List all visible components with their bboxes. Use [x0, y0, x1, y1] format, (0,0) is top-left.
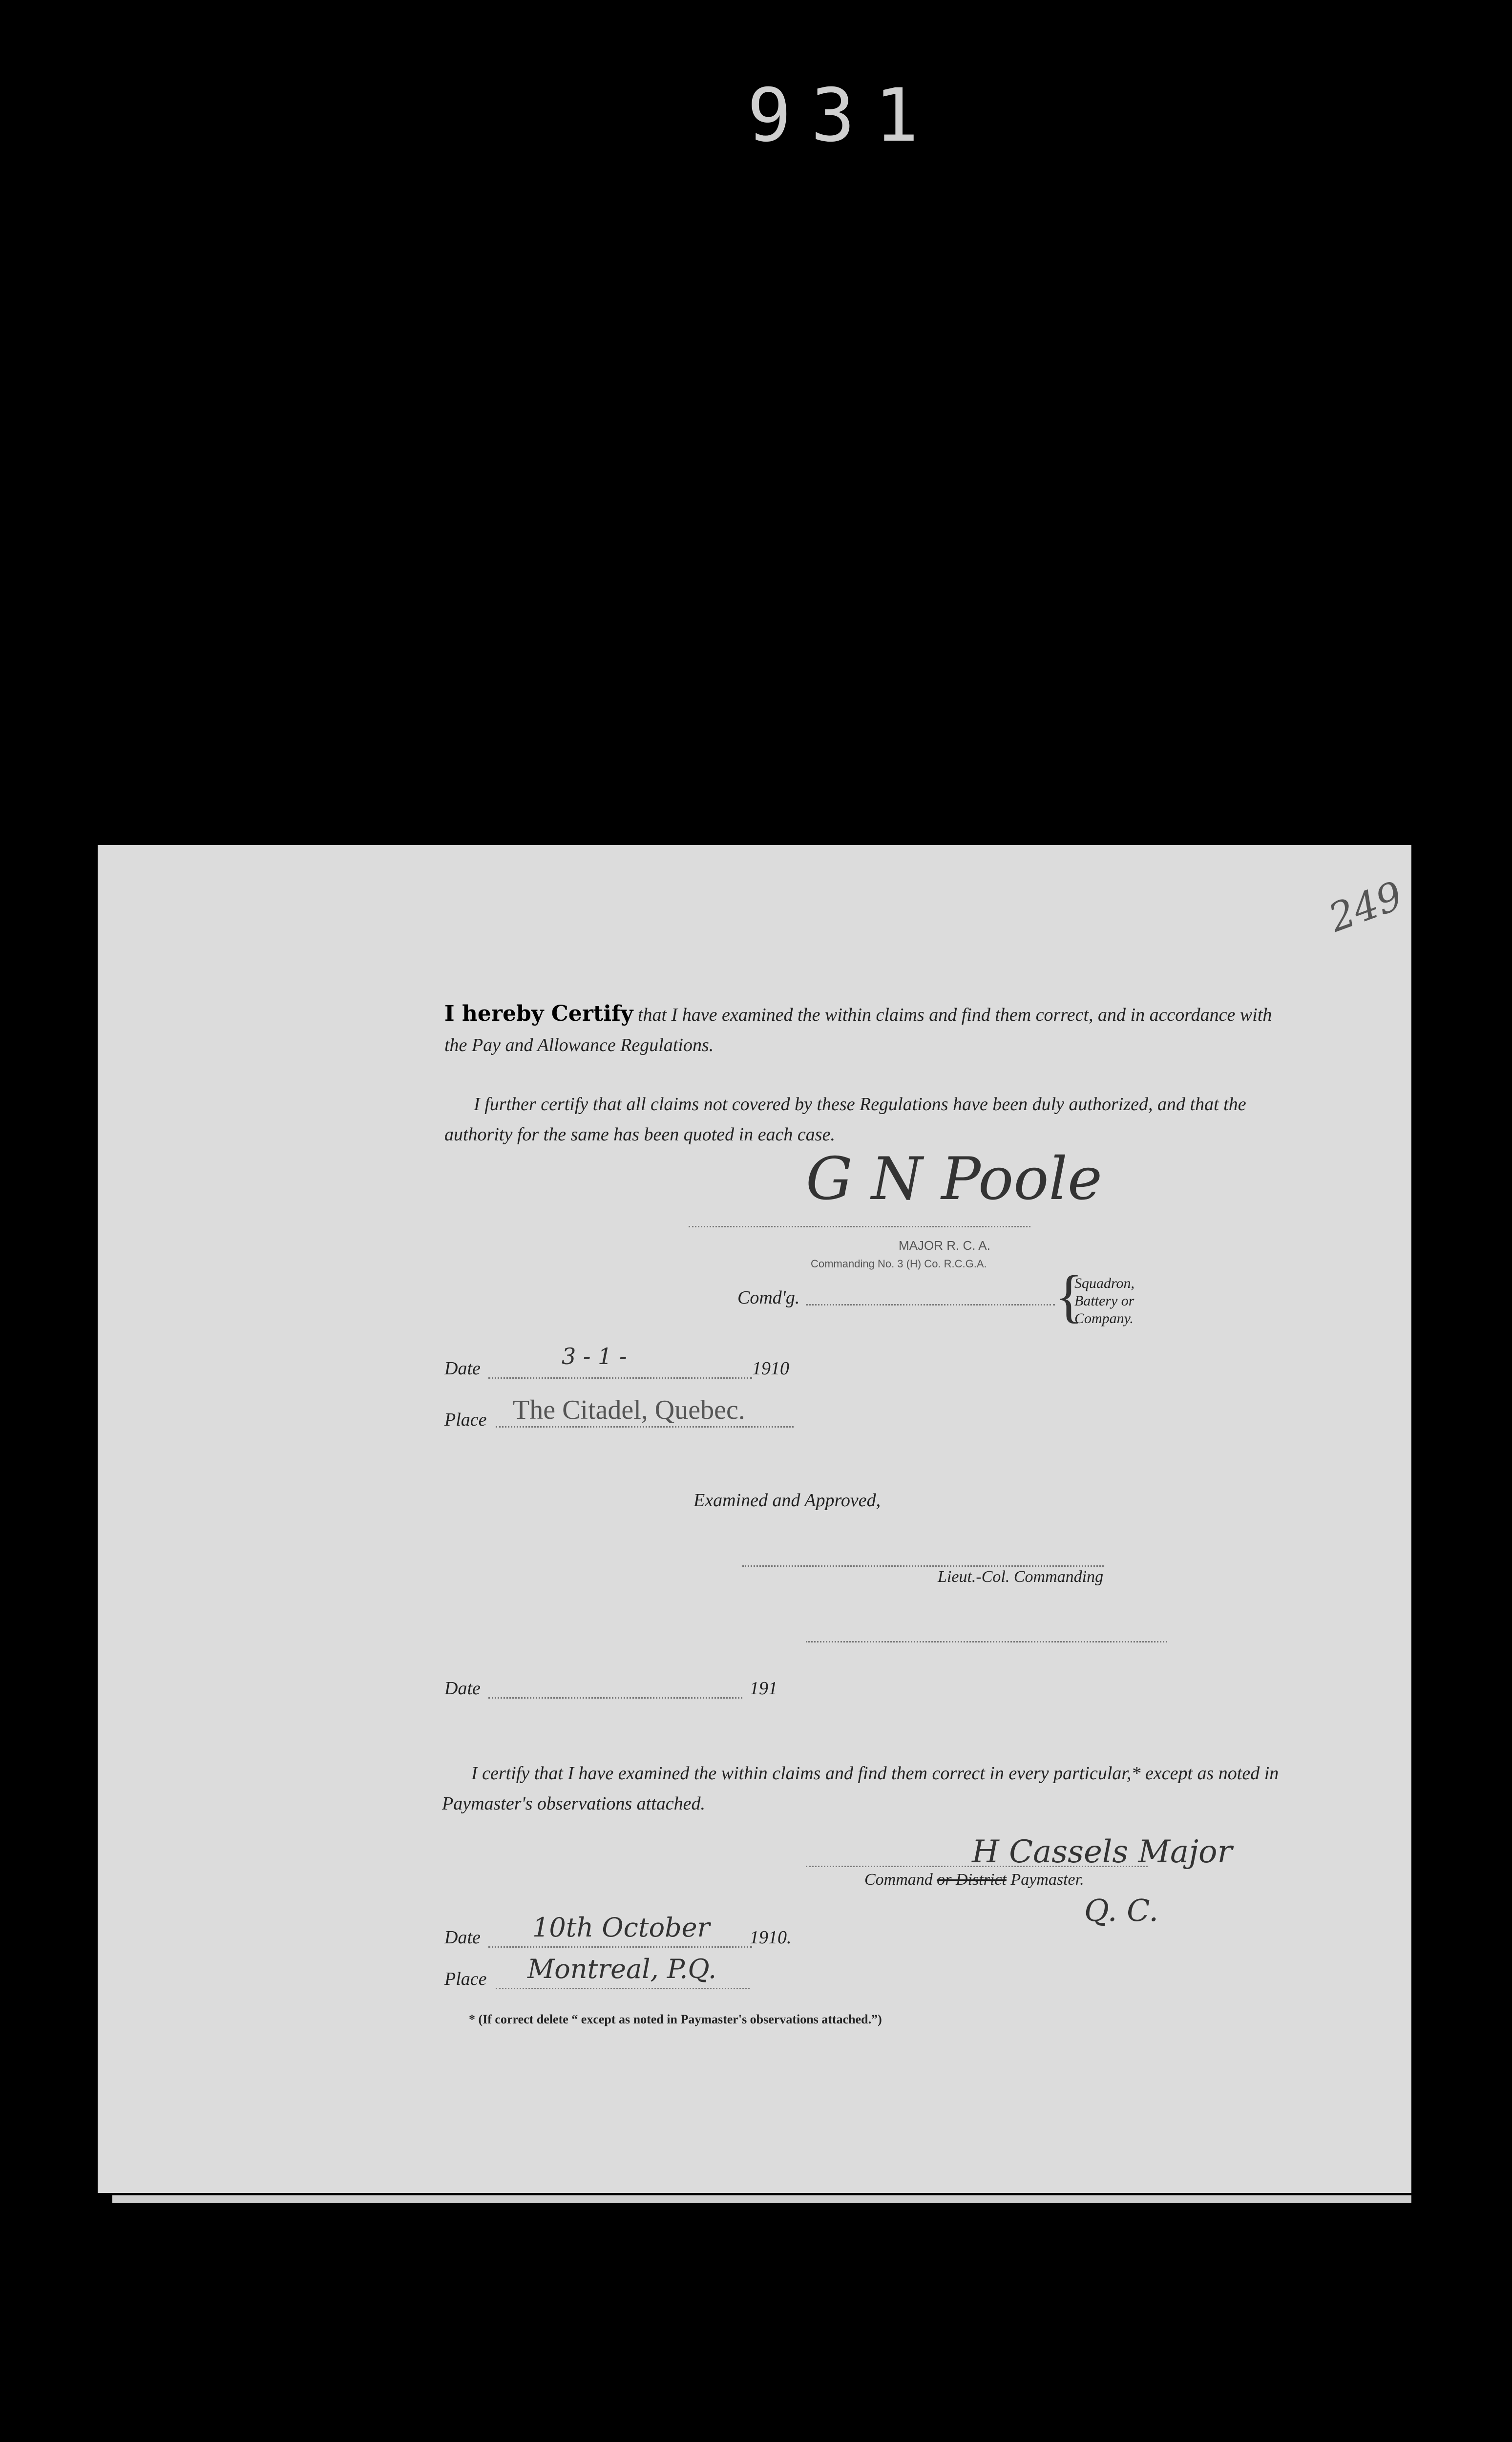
place-stamp: The Citadel, Quebec. — [513, 1395, 745, 1425]
paymaster-title-c: Paymaster. — [1010, 1871, 1084, 1889]
date-label: Date — [444, 1358, 481, 1379]
paymaster-title-b: or District — [937, 1871, 1007, 1889]
paymaster-signature: H Cassels Major — [972, 1834, 1233, 1870]
paymaster-initials: Q. C. — [1084, 1893, 1159, 1928]
date-value: 3 - 1 - — [562, 1343, 627, 1369]
comdg-label: Comd'g. — [737, 1287, 800, 1308]
document-page — [98, 845, 1411, 2193]
date-year: 1910 — [752, 1358, 789, 1379]
frame-number: 931 — [747, 73, 938, 158]
paymaster-date-label: Date — [444, 1927, 481, 1948]
paymaster-title-a: Command — [864, 1871, 933, 1889]
signature-line — [689, 1226, 1030, 1227]
certificate-text-2: I further certify that all claims not covered by these Regulations have been duly authorized, and that the authority for the same has been quoted in each case. — [444, 1094, 1246, 1145]
paymaster-place-value: Montreal, P.Q. — [527, 1954, 717, 1984]
approval-date-line — [488, 1697, 742, 1699]
approval-heading: Examined and Approved, — [693, 1490, 881, 1511]
paymaster-date-value: 10th October — [532, 1912, 710, 1943]
place-label: Place — [444, 1410, 487, 1430]
approval-date-label: Date — [444, 1678, 481, 1699]
stamp-unit: Commanding No. 3 (H) Co. R.C.G.A. — [811, 1258, 987, 1270]
certificate-text-1: that I have examined the within claims and find them correct, and in accordance with the Pay and Allowance Regulations. — [444, 1005, 1272, 1055]
paymaster-text: I certify that I have examined the within claims and find them correct in every particular,* except as noted in Paymaster's observations attached. — [442, 1763, 1279, 1814]
date-line — [488, 1377, 752, 1379]
commander-signature: G N Poole — [806, 1145, 1102, 1213]
paymaster-place-label: Place — [444, 1969, 487, 1989]
unit-options: Squadron, Battery or Company. — [1074, 1275, 1135, 1326]
place-line — [496, 1426, 794, 1428]
approval-signature-line — [742, 1565, 1104, 1567]
paymaster-title — [864, 1871, 1084, 1889]
paymaster-place-line — [496, 1988, 750, 1989]
certificate-text — [444, 999, 1284, 1060]
paymaster-date-line — [488, 1946, 752, 1948]
stamp-rank: MAJOR R. C. A. — [899, 1238, 990, 1253]
comdg-line — [806, 1304, 1055, 1305]
folio-number: 249 — [1323, 872, 1409, 941]
unit-brace: { — [1055, 1263, 1083, 1328]
approval-date-year: 191 — [750, 1678, 777, 1699]
footnote: * (If correct delete “ except as noted in Paymaster's observations attached.”) — [469, 2012, 882, 2026]
certificate-heading: I hereby Certify — [444, 1001, 633, 1026]
approval-extra-line — [806, 1641, 1167, 1642]
approval-title: Lieut.-Col. Commanding — [938, 1568, 1104, 1586]
paymaster-date-year: 1910. — [750, 1927, 792, 1948]
